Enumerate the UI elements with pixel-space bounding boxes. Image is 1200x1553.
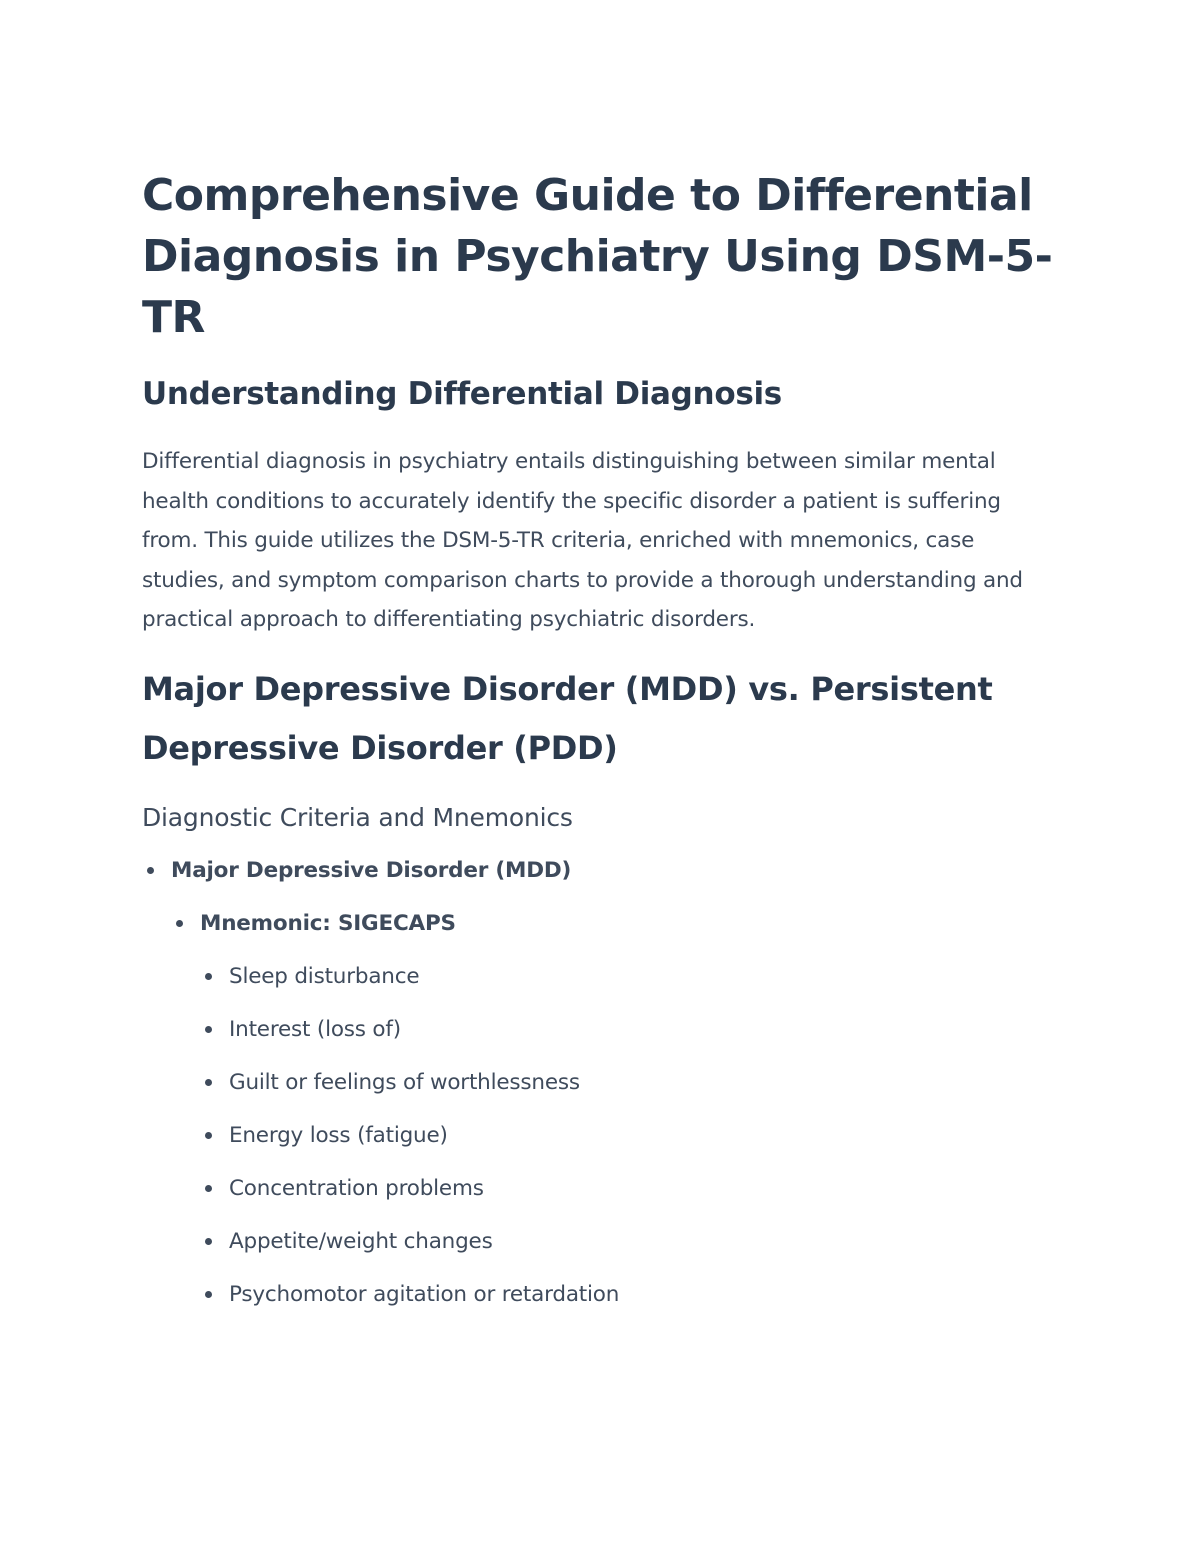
bullet-icon [205, 973, 212, 980]
document-page [142, 165, 1062, 1321]
mnemonic-item: Guilt or feelings of worthlessness [229, 1069, 580, 1095]
list-item [229, 1268, 1062, 1321]
mnemonic-items [200, 950, 1062, 1321]
disorder-list [142, 844, 1062, 1321]
list-item [171, 844, 1062, 1321]
mdd-heading-line-2: Depressive Disorder (PDD) [142, 728, 618, 767]
bullet-icon [205, 1291, 212, 1298]
list-item [229, 1215, 1062, 1268]
list-item [229, 1003, 1062, 1056]
document-title [142, 165, 1062, 348]
bullet-icon [176, 920, 183, 927]
bullet-icon [205, 1185, 212, 1192]
mnemonic-label: Mnemonic: SIGECAPS [200, 910, 456, 936]
mdd-vs-pdd-heading [142, 660, 1062, 778]
intro-paragraph: Differential diagnosis in psychiatry entails distinguishing between similar mental health conditions to accurately identify the specific disorder a patient is suffering from. This guide utilizes the DSM-5-TR criteria, enriched with mnemonics, case studies, and symptom comparison charts to provide a thorough understanding and practical approach to differentiating psychiatric disorders. [142, 449, 1023, 632]
mnemonic-item: Interest (loss of) [229, 1016, 401, 1042]
mnemonic-item: Appetite/weight changes [229, 1228, 493, 1254]
list-item [200, 897, 1062, 1321]
mnemonic-item: Concentration problems [229, 1175, 484, 1201]
mnemonic-item: Sleep disturbance [229, 963, 420, 989]
disorder-label: Major Depressive Disorder (MDD) [171, 857, 572, 883]
understanding-heading: Understanding Differential Diagnosis [142, 376, 782, 412]
title-line-1: Comprehensive Guide to Differential [142, 170, 1033, 221]
title-line-3: TR [142, 292, 205, 343]
bullet-icon [205, 1238, 212, 1245]
bullet-icon [205, 1026, 212, 1033]
criteria-subheading: Diagnostic Criteria and Mnemonics [142, 802, 573, 832]
mdd-heading-line-1: Major Depressive Disorder (MDD) vs. Persistent [142, 669, 993, 708]
bullet-icon [205, 1132, 212, 1139]
list-item [229, 1109, 1062, 1162]
list-item [229, 950, 1062, 1003]
mnemonic-item: Psychomotor agitation or retardation [229, 1281, 620, 1307]
list-item [229, 1162, 1062, 1215]
list-item [229, 1056, 1062, 1109]
bullet-icon [147, 867, 154, 874]
mnemonic-item: Energy loss (fatigue) [229, 1122, 448, 1148]
title-line-2: Diagnosis in Psychiatry Using DSM-5- [142, 231, 1053, 282]
mnemonic-list [171, 897, 1062, 1321]
bullet-icon [205, 1079, 212, 1086]
